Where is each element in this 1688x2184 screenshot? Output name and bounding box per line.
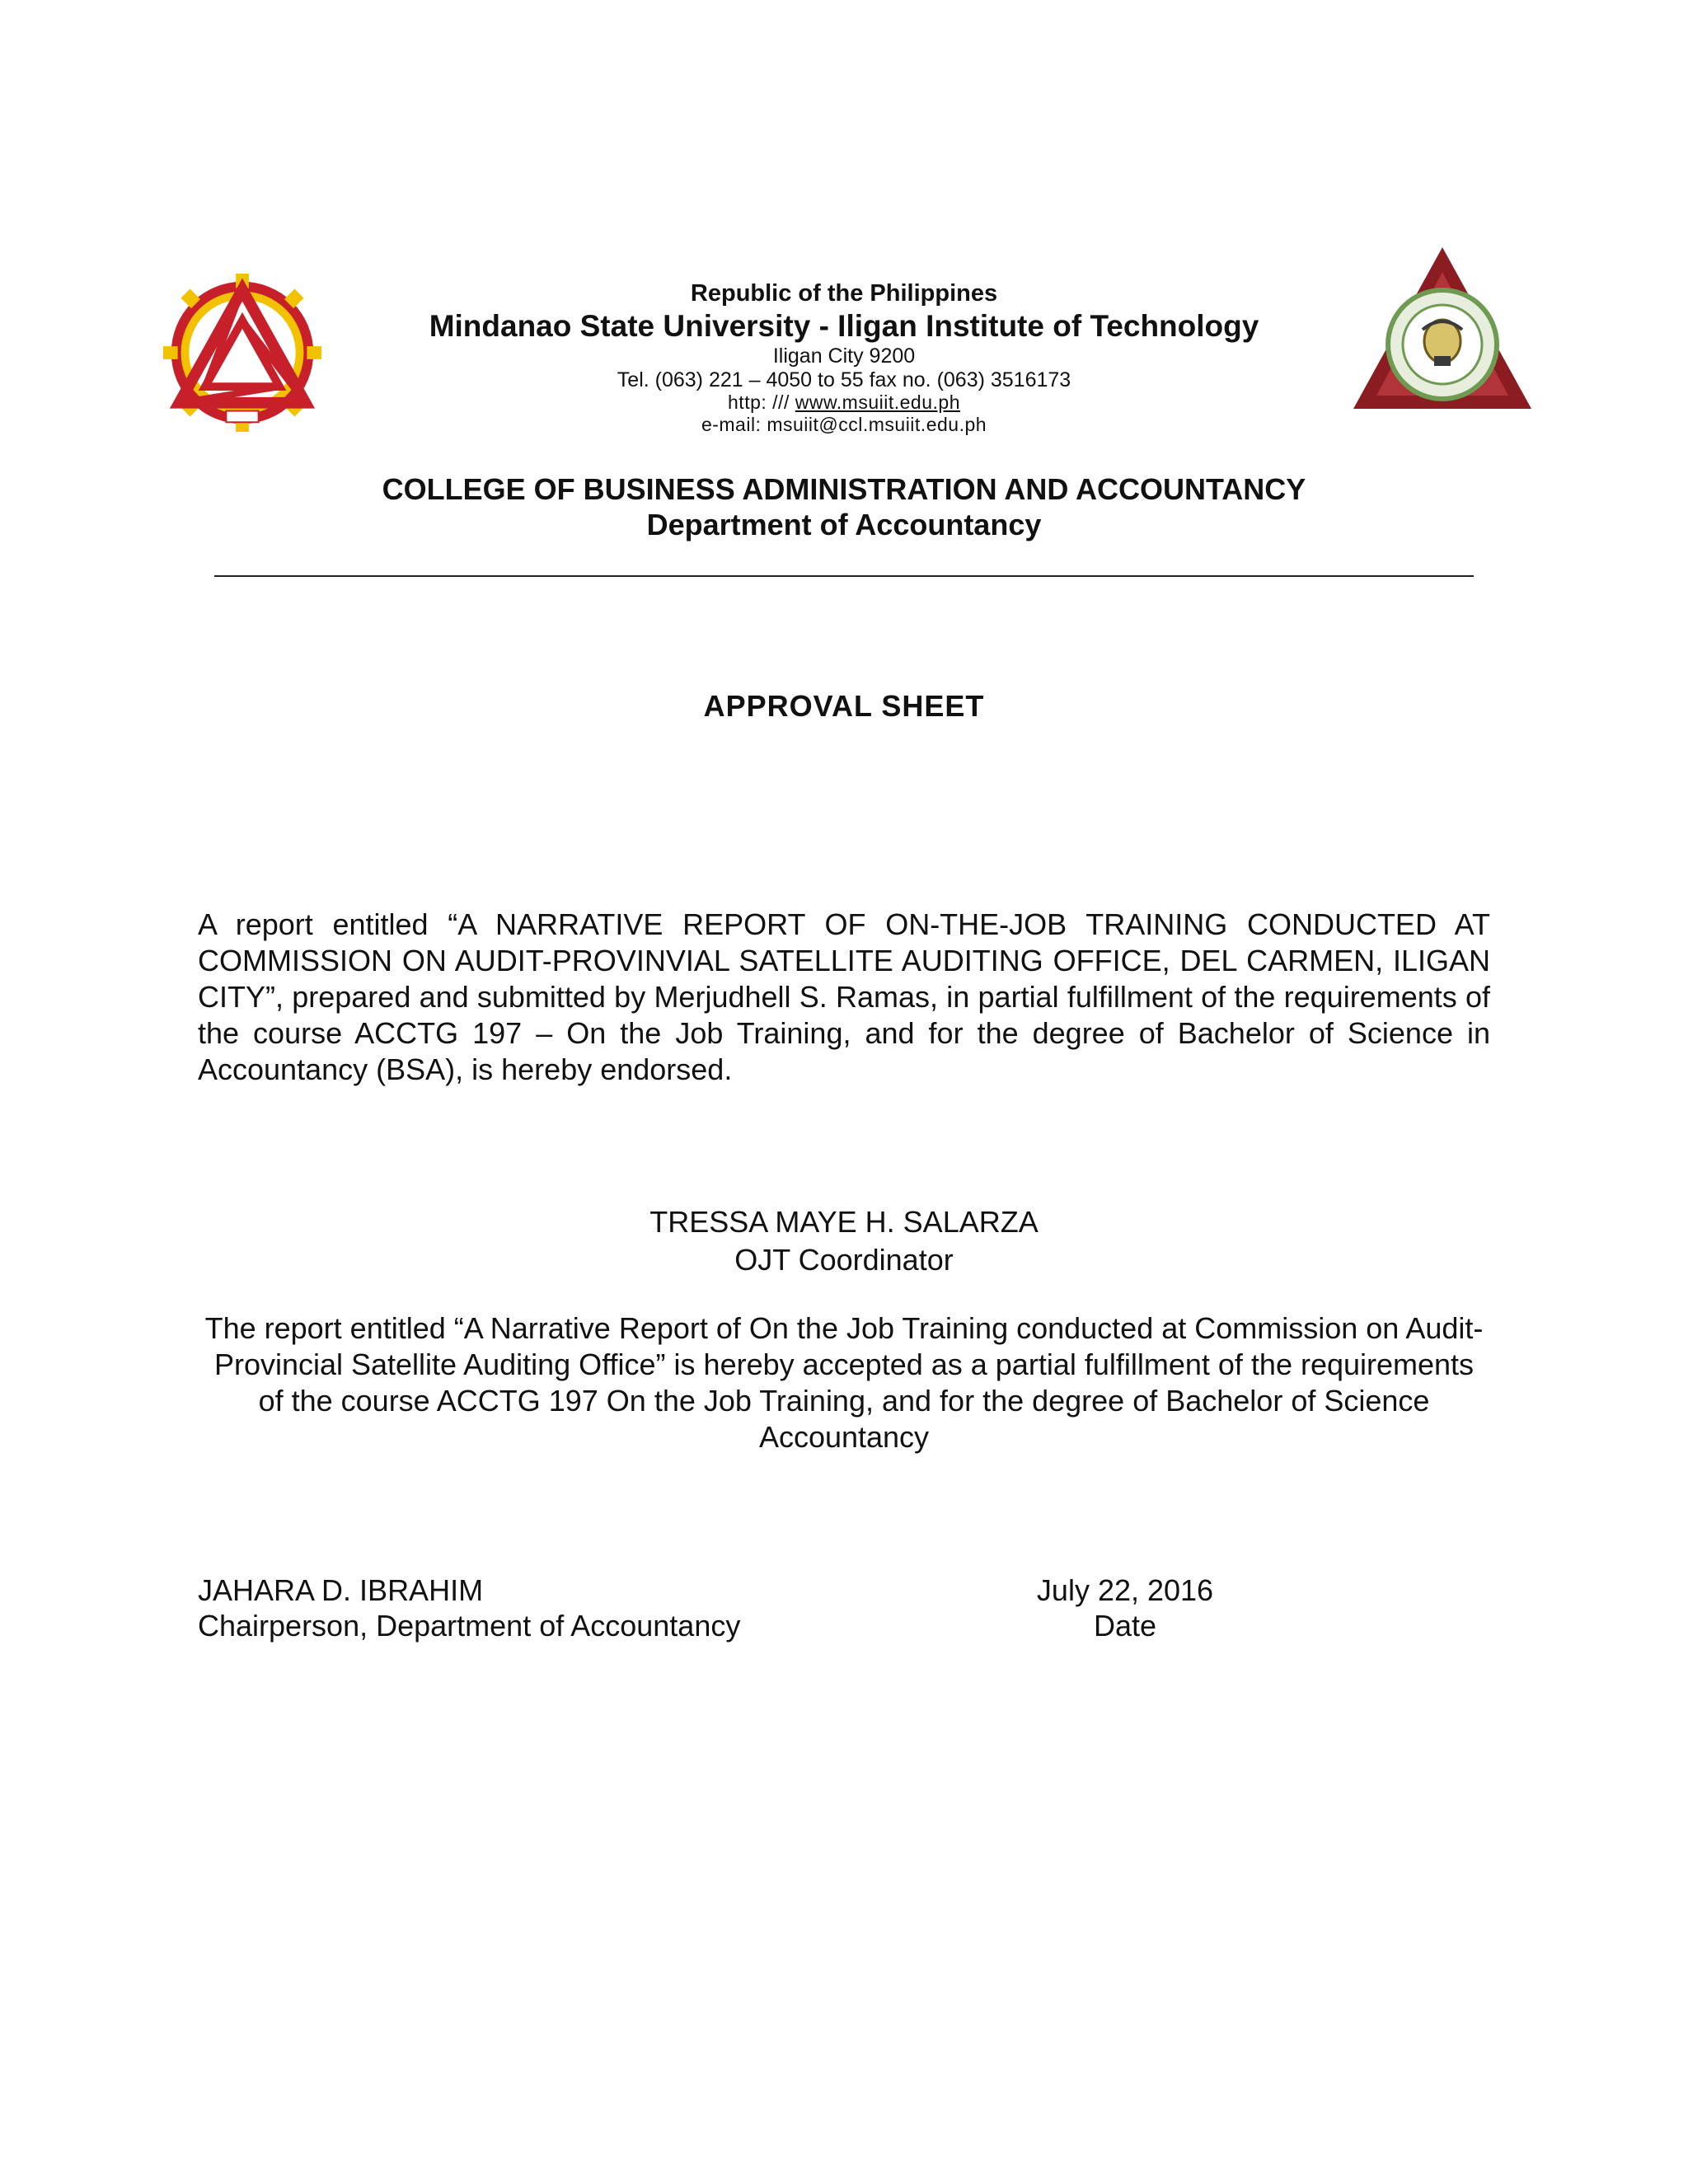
- college-seal-icon: [1352, 247, 1533, 412]
- institution-header: [330, 280, 1358, 435]
- chairperson-name: JAHARA D. IBRAHIM: [198, 1573, 484, 1607]
- date-block: [948, 1572, 1302, 1643]
- website-prefix: http: ///: [728, 391, 790, 414]
- coordinator-name: TRESSA MAYE H. SALARZA: [649, 1205, 1039, 1239]
- website-link[interactable]: www.msuiit.edu.ph: [795, 391, 960, 414]
- chairperson-position: Chairperson, Department of Accountancy: [198, 1609, 741, 1643]
- college-heading: [165, 471, 1523, 542]
- university-name: Mindanao State University - Iligan Institute of Technology: [429, 309, 1259, 344]
- ojt-coordinator-signature-block: [0, 1203, 1688, 1279]
- department-name: Department of Accountancy: [646, 508, 1042, 542]
- city-text: Iligan City 9200: [772, 344, 916, 368]
- page-title: APPROVAL SHEET: [703, 689, 985, 723]
- coordinator-position: OJT Coordinator: [734, 1243, 954, 1277]
- header-divider: [214, 575, 1474, 577]
- endorsement-paragraph: A report entitled “A NARRATIVE REPORT OF ON-THE-JOB TRAINING CONDUCTED AT COMMISSION ON AUDIT-PROVINVIAL SATELLITE AUDITING OFFICE, DEL CARMEN, ILIGAN CITY”, prepared and submitted by Merjudhell S. Ramas, in partial fulfillment of the requirements of the course ACCTG 197 – On the Job Training, and for the degree of Bachelor of Science in Accountancy (BSA), is hereby endorsed.: [198, 907, 1490, 1086]
- date-value: July 22, 2016: [1036, 1573, 1214, 1607]
- date-label: Date: [1093, 1609, 1157, 1643]
- college-name: COLLEGE OF BUSINESS ADMINISTRATION AND ACCOUNTANCY: [382, 472, 1306, 506]
- website-line: [330, 391, 1358, 413]
- acceptance-paragraph: The report entitled “A Narrative Report of On the Job Training conducted at Commission on Audit-Provincial Satellite Auditing Office” is hereby accepted as a partial fulfillment of the requirements of the course ACCTG 197 On the Job Training, and for the degree of Bachelor of Science Accountancy: [204, 1311, 1484, 1454]
- email-text: e-mail: msuiit@ccl.msuiit.edu.ph: [701, 413, 987, 435]
- republic-text: Republic of the Philippines: [690, 280, 998, 307]
- msuiit-logo-icon: [162, 272, 323, 434]
- telephone-text: Tel. (063) 221 – 4050 to 55 fax no. (063) 3516173: [617, 368, 1071, 391]
- chairperson-signature-block: [198, 1572, 857, 1643]
